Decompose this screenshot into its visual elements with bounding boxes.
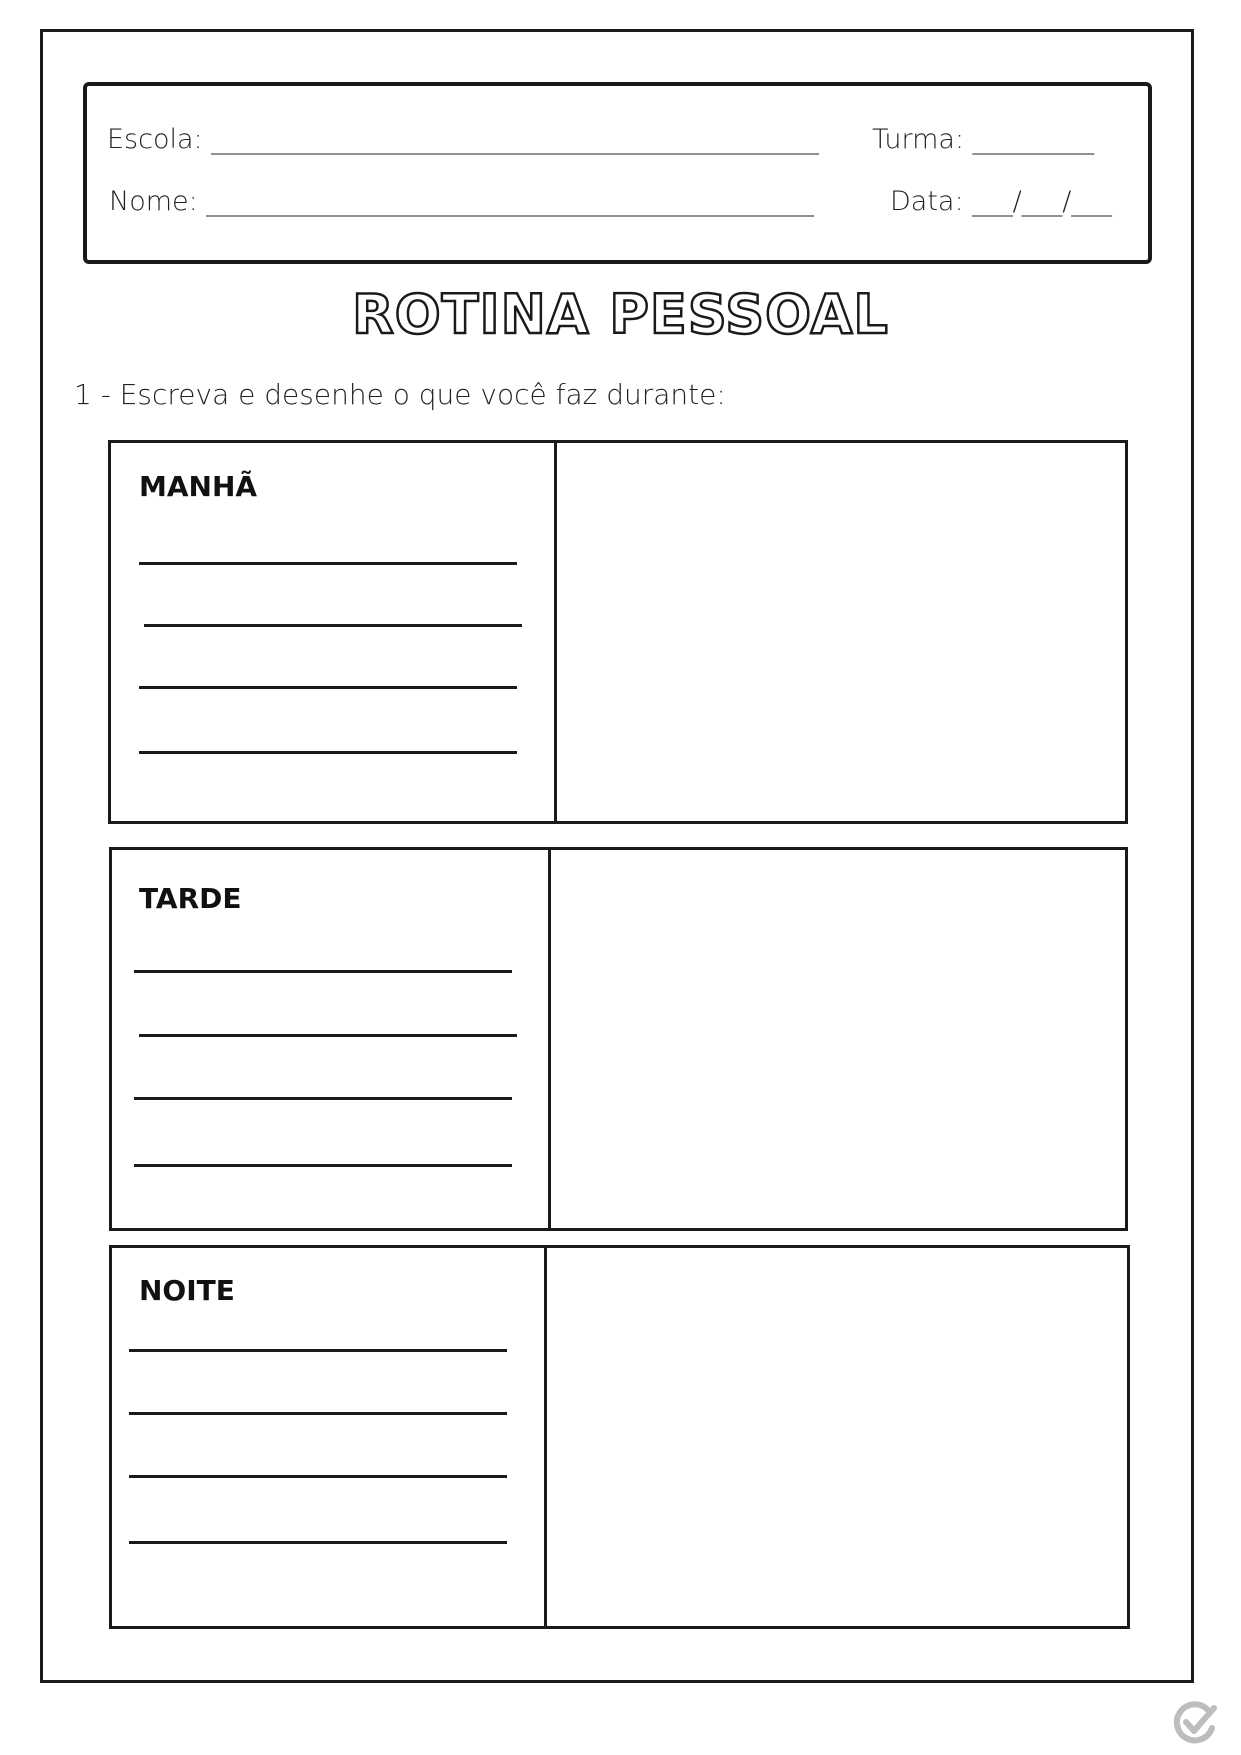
student-info-box: [83, 82, 1152, 264]
night-writing-line[interactable]: [129, 1349, 507, 1352]
instruction-text: 1 - Escreva e desenhe o que você faz durante:: [74, 378, 726, 411]
afternoon-writing-line[interactable]: [134, 1164, 512, 1167]
morning-writing-line[interactable]: [139, 751, 517, 754]
morning-writing-line[interactable]: [139, 686, 517, 689]
date-field[interactable]: Data: ___/___/___: [890, 186, 1112, 217]
night-label: NOITE: [139, 1274, 235, 1307]
night-drawing-area[interactable]: [547, 1248, 1127, 1626]
afternoon-writing-line[interactable]: [134, 970, 512, 973]
checkmark-logo-icon: [1172, 1700, 1218, 1746]
name-field[interactable]: Nome: _____________________________________________: [109, 186, 814, 217]
night-writing-line[interactable]: [129, 1541, 507, 1544]
morning-writing-line[interactable]: [139, 562, 517, 565]
morning-drawing-area[interactable]: [557, 443, 1125, 821]
afternoon-section: [109, 847, 1128, 1231]
morning-section: [108, 440, 1128, 824]
afternoon-drawing-area[interactable]: [551, 850, 1125, 1228]
page-title: ROTINA PESSOAL: [352, 283, 889, 346]
night-writing-line[interactable]: [129, 1412, 507, 1415]
school-field[interactable]: Escola: _____________________________________________: [107, 124, 819, 155]
night-writing-line[interactable]: [129, 1475, 507, 1478]
morning-label: MANHÃ: [139, 470, 258, 503]
afternoon-label: TARDE: [139, 882, 242, 915]
night-section: [109, 1245, 1130, 1629]
morning-writing-line[interactable]: [144, 624, 522, 627]
afternoon-writing-line[interactable]: [134, 1097, 512, 1100]
class-field[interactable]: Turma: _________: [872, 124, 1095, 155]
afternoon-writing-line[interactable]: [139, 1034, 517, 1037]
